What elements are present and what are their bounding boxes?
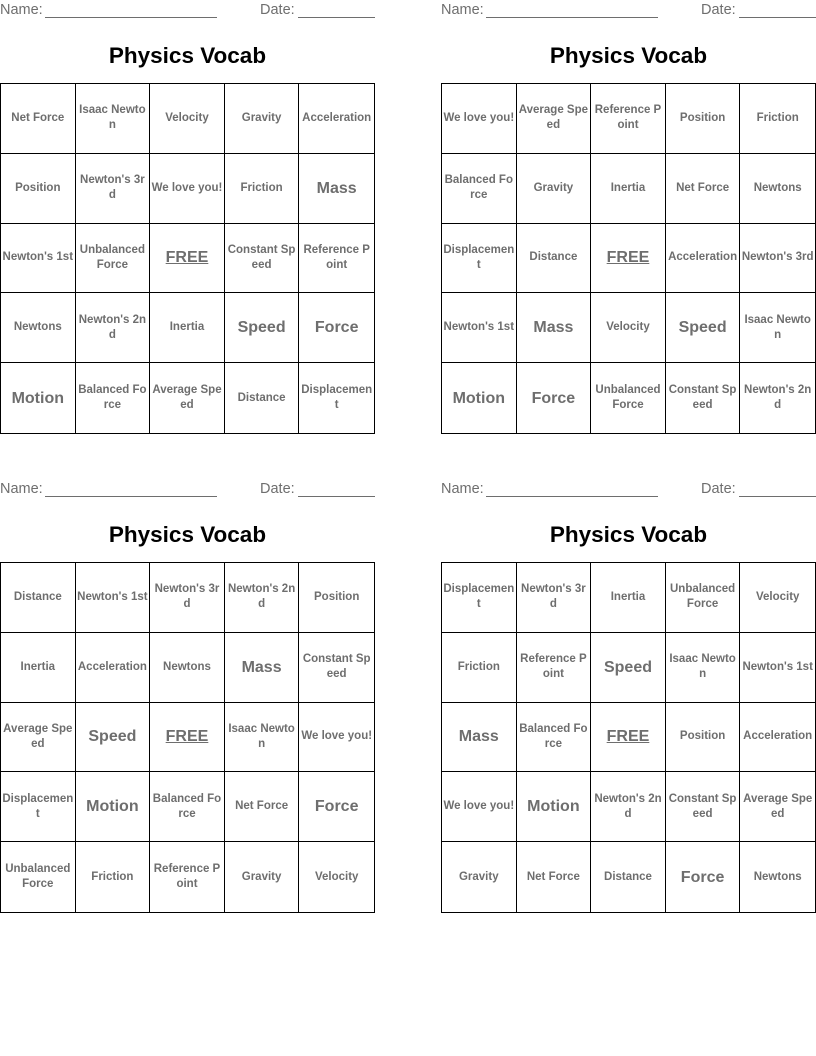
name-label: Name:: [441, 481, 484, 497]
bingo-cell[interactable]: Newton's 3rd: [517, 563, 592, 633]
bingo-cell[interactable]: Newtons: [740, 154, 815, 224]
bingo-cell[interactable]: Force: [517, 363, 592, 433]
bingo-cell[interactable]: Distance: [1, 563, 76, 633]
bingo-cell[interactable]: Distance: [591, 842, 666, 912]
bingo-cell[interactable]: Force: [299, 772, 374, 842]
bingo-cell[interactable]: We love you!: [442, 84, 517, 154]
bingo-cell[interactable]: Mass: [299, 154, 374, 224]
bingo-cell[interactable]: Isaac Newton: [666, 633, 741, 703]
bingo-cell[interactable]: Balanced Force: [517, 703, 592, 773]
date-label: Date:: [260, 481, 295, 497]
bingo-cell[interactable]: Velocity: [740, 563, 815, 633]
bingo-cell[interactable]: Unbalanced Force: [76, 224, 151, 294]
bingo-cell[interactable]: Newton's 1st: [76, 563, 151, 633]
bingo-cell[interactable]: Gravity: [225, 842, 300, 912]
card-title: Physics Vocab: [108, 522, 267, 547]
bingo-cell[interactable]: Velocity: [591, 293, 666, 363]
bingo-cell[interactable]: Acceleration: [666, 224, 741, 294]
bingo-cell[interactable]: Net Force: [666, 154, 741, 224]
bingo-cell[interactable]: Reference Point: [150, 842, 225, 912]
name-field[interactable]: [486, 2, 658, 18]
bingo-cell[interactable]: Inertia: [591, 563, 666, 633]
bingo-cell[interactable]: Distance: [517, 224, 592, 294]
bingo-cell[interactable]: Unbalanced Force: [666, 563, 741, 633]
bingo-cell[interactable]: Isaac Newton: [76, 84, 151, 154]
bingo-cell[interactable]: Force: [666, 842, 741, 912]
bingo-cell[interactable]: Motion: [517, 772, 592, 842]
card-header: [441, 481, 816, 499]
bingo-grid: [0, 562, 375, 913]
bingo-cell[interactable]: Net Force: [517, 842, 592, 912]
bingo-cell[interactable]: Inertia: [591, 154, 666, 224]
bingo-cell[interactable]: Newton's 2nd: [591, 772, 666, 842]
bingo-cell[interactable]: Position: [1, 154, 76, 224]
bingo-cell[interactable]: Balanced Force: [150, 772, 225, 842]
bingo-cell[interactable]: Displacement: [301, 384, 373, 412]
bingo-cell[interactable]: Newton's 1st: [1, 224, 76, 294]
bingo-grid: [441, 562, 816, 913]
bingo-cell[interactable]: Constant Speed: [225, 224, 300, 294]
bingo-cell[interactable]: Inertia: [1, 633, 76, 703]
bingo-cell[interactable]: Position: [666, 703, 741, 773]
bingo-cell[interactable]: Speed: [225, 293, 300, 363]
bingo-cell[interactable]: Newton's 1st: [740, 633, 815, 703]
date-label: Date:: [701, 2, 736, 18]
free-space-cell[interactable]: FREE: [591, 224, 666, 294]
bingo-cell[interactable]: Displacement: [442, 224, 517, 294]
card-title: Physics Vocab: [108, 43, 267, 68]
bingo-cell[interactable]: Friction: [740, 84, 815, 154]
bingo-cell[interactable]: Force: [299, 293, 374, 363]
bingo-cell[interactable]: Reference Point: [299, 224, 374, 294]
bingo-cell[interactable]: Net Force: [1, 84, 76, 154]
bingo-cell[interactable]: Newtons: [753, 870, 802, 883]
bingo-grid: [0, 83, 375, 434]
bingo-cell[interactable]: Average Speed: [150, 363, 225, 433]
bingo-cell[interactable]: We love you!: [442, 772, 517, 842]
date-label: Date:: [701, 481, 736, 497]
bingo-cell[interactable]: Unbalanced Force: [591, 363, 666, 433]
bingo-cell[interactable]: Displacement: [1, 772, 76, 842]
date-field[interactable]: [739, 481, 816, 497]
free-space-cell[interactable]: FREE: [150, 224, 225, 294]
bingo-cell[interactable]: Newton's 2nd: [744, 384, 812, 412]
bingo-cell[interactable]: Average Speed: [517, 84, 592, 154]
bingo-cell[interactable]: Motion: [1, 363, 76, 433]
bingo-cell[interactable]: Acceleration: [740, 703, 815, 773]
bingo-cell[interactable]: We love you!: [150, 154, 225, 224]
bingo-cell[interactable]: Balanced Force: [442, 154, 517, 224]
date-field[interactable]: [298, 481, 375, 497]
free-space-cell[interactable]: FREE: [591, 703, 666, 773]
card-header: [0, 481, 375, 499]
bingo-cell[interactable]: Newtons: [1, 293, 76, 363]
bingo-cell[interactable]: Velocity: [150, 84, 225, 154]
bingo-cell[interactable]: Newton's 3rd: [150, 563, 225, 633]
bingo-cell[interactable]: Reference Point: [591, 84, 666, 154]
bingo-cell[interactable]: Net Force: [225, 772, 300, 842]
bingo-cell[interactable]: Reference Point: [517, 633, 592, 703]
bingo-cell[interactable]: Speed: [591, 633, 666, 703]
bingo-cell[interactable]: Distance: [225, 363, 300, 433]
bingo-cell[interactable]: Average Speed: [1, 703, 76, 773]
bingo-cell[interactable]: Unbalanced Force: [1, 842, 76, 912]
bingo-cell[interactable]: Inertia: [150, 293, 225, 363]
name-field[interactable]: [45, 481, 217, 497]
bingo-cell[interactable]: Friction: [442, 633, 517, 703]
bingo-cell[interactable]: Velocity: [314, 870, 359, 883]
bingo-cell[interactable]: Position: [299, 563, 374, 633]
bingo-cell[interactable]: Acceleration: [299, 84, 374, 154]
bingo-cell[interactable]: We love you!: [299, 703, 374, 773]
bingo-cell[interactable]: Newton's 3rd: [76, 154, 151, 224]
bingo-cell[interactable]: Balanced Force: [76, 363, 151, 433]
name-field[interactable]: [45, 2, 217, 18]
bingo-cell[interactable]: Displacement: [442, 563, 517, 633]
bingo-cell[interactable]: Speed: [76, 703, 151, 773]
bingo-cell[interactable]: Mass: [442, 703, 517, 773]
bingo-cell[interactable]: Newton's 2nd: [76, 293, 151, 363]
date-label: Date:: [260, 2, 295, 18]
bingo-cell[interactable]: Gravity: [442, 842, 517, 912]
bingo-cell[interactable]: Mass: [517, 293, 592, 363]
bingo-cell[interactable]: Isaac Newton: [225, 703, 300, 773]
bingo-cell[interactable]: Constant Speed: [299, 633, 374, 703]
name-field[interactable]: [486, 481, 658, 497]
bingo-cell[interactable]: Newton's 3rd: [740, 224, 815, 294]
bingo-cell[interactable]: Newton's 2nd: [225, 563, 300, 633]
card-title: Physics Vocab: [549, 43, 708, 68]
date-field[interactable]: [739, 2, 816, 18]
free-space-cell[interactable]: FREE: [150, 703, 225, 773]
bingo-cell[interactable]: Friction: [225, 154, 300, 224]
bingo-cell[interactable]: Newtons: [150, 633, 225, 703]
card-header: [0, 2, 375, 20]
date-field[interactable]: [298, 2, 375, 18]
bingo-cell[interactable]: Gravity: [517, 154, 592, 224]
bingo-cell[interactable]: Isaac Newton: [740, 293, 815, 363]
bingo-cell[interactable]: Newton's 1st: [442, 293, 517, 363]
card-header: [441, 2, 816, 20]
bingo-cell[interactable]: Motion: [76, 772, 151, 842]
name-label: Name:: [441, 2, 484, 18]
bingo-cell[interactable]: Friction: [76, 842, 151, 912]
bingo-cell[interactable]: Acceleration: [76, 633, 151, 703]
card-title: Physics Vocab: [549, 522, 708, 547]
bingo-cell[interactable]: Gravity: [225, 84, 300, 154]
bingo-cell[interactable]: Constant Speed: [666, 772, 741, 842]
bingo-cell[interactable]: Mass: [225, 633, 300, 703]
name-label: Name:: [0, 481, 43, 497]
bingo-cell[interactable]: Motion: [442, 363, 517, 433]
name-label: Name:: [0, 2, 43, 18]
bingo-cell[interactable]: Speed: [666, 293, 741, 363]
bingo-cell[interactable]: Constant Speed: [666, 363, 741, 433]
bingo-cell[interactable]: Average Speed: [740, 772, 815, 842]
bingo-grid: [441, 83, 816, 434]
bingo-cell[interactable]: Position: [666, 84, 741, 154]
